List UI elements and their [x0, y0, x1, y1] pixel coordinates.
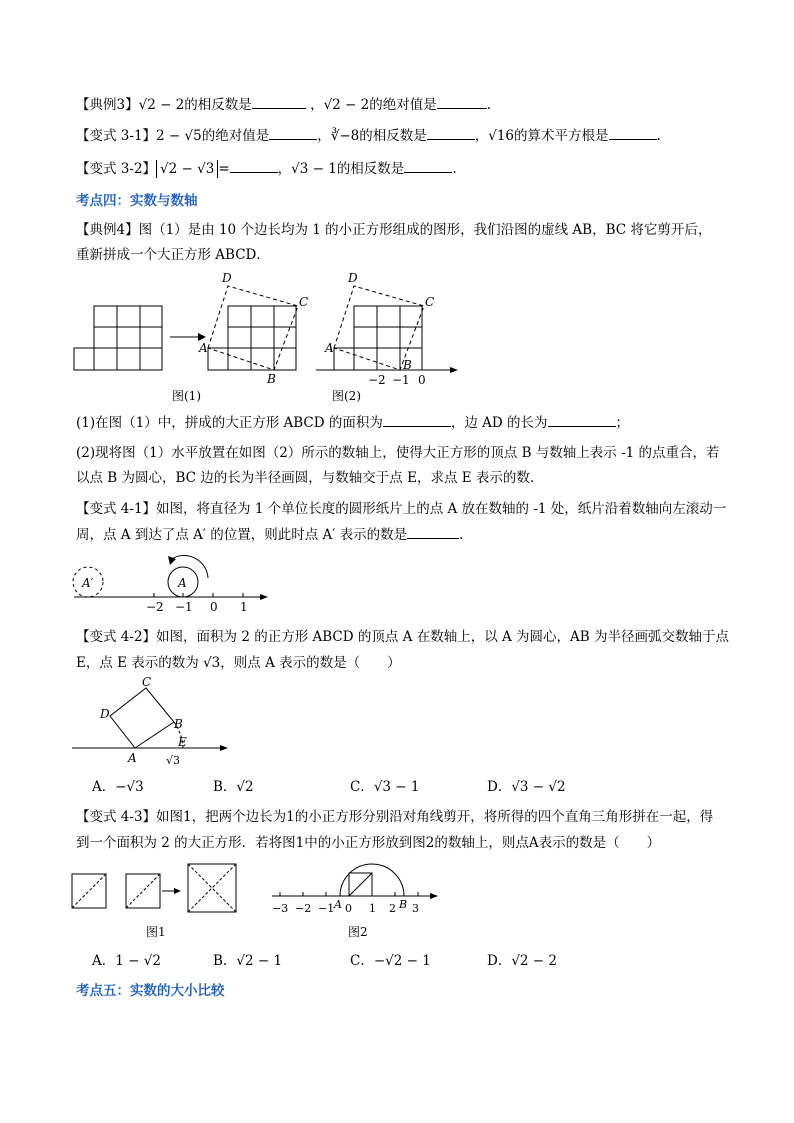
text: 的绝对值是	[201, 128, 270, 144]
arrow-icon	[162, 888, 181, 894]
variant-4-1-line2	[76, 526, 473, 544]
option-a[interactable]: A．−√3	[92, 779, 144, 795]
tick-label: 2	[389, 902, 396, 915]
label-C: C	[299, 295, 309, 309]
fig2-number-axis	[316, 367, 458, 373]
expr-b: ∛−8	[330, 128, 360, 144]
example-4-line2: 重新拼成一个大正方形 ABCD．	[76, 247, 270, 263]
roll-arc	[170, 555, 208, 578]
example-4-q1	[76, 414, 629, 432]
square-abcd	[110, 688, 174, 748]
fig1-cut-grid	[208, 306, 296, 370]
example-4-q2-line1: (2)现将图（1）水平放置在如图（2）所示的数轴上，使得大正方形的顶点 B 与数轴上表示 -1 的点重合，若	[76, 445, 720, 461]
example-4-figure	[70, 266, 460, 408]
tick-label: −2	[368, 373, 386, 387]
fig1-square-abcd	[208, 286, 298, 370]
text: 的相反数是	[336, 161, 405, 177]
tick-label: 0	[345, 902, 352, 915]
fig2-caption: 图2	[348, 925, 368, 939]
option-b[interactable]: B．√2 − 1	[213, 953, 283, 969]
text: ，边 AD 的长为	[450, 415, 548, 431]
fig1-caption: 图(1)	[172, 389, 201, 403]
sep: ，	[317, 128, 331, 144]
text: 周，点 A 到达了点 A′ 的位置，则此时点 A′ 表示的数是	[76, 527, 408, 543]
arrow-icon	[170, 333, 206, 341]
answer-blank[interactable]	[269, 127, 317, 140]
answer-blank[interactable]	[404, 160, 452, 173]
answer-blank[interactable]	[609, 127, 657, 140]
option-b[interactable]: B．√2	[213, 779, 254, 795]
label-B: B	[403, 358, 412, 372]
label-C: C	[142, 676, 152, 689]
expr-b: √2 − 2	[323, 97, 370, 113]
tick-label: −3	[272, 902, 289, 915]
variant-4-3-line1: 【变式 4-3】如图1，把两个边长为1的小正方形分别沿对角线剪开，将所得的四个直角三角形拼在一起，得	[76, 809, 714, 825]
label-B: B	[174, 717, 183, 731]
label-E: E	[178, 735, 187, 749]
label-D: D	[348, 271, 358, 285]
text: (1)在图（1）中，拼成的大正方形 ABCD 的面积为	[76, 415, 383, 431]
tick-label: −1	[392, 373, 410, 387]
tick-label: √3	[166, 754, 181, 767]
section-heading-5: 考点五：实数的大小比较	[76, 983, 225, 999]
label-B: B	[399, 898, 408, 911]
label-A-prime: A′	[82, 576, 94, 590]
end: ；	[615, 415, 630, 431]
expr-a: √2 − √3	[160, 161, 215, 177]
variant-4-2-line1: 【变式 4-2】如图，面积为 2 的正方形 ABCD 的顶点 A 在数轴上，以 A 为圆心，AB 为半径画弧交数轴于点	[76, 629, 729, 645]
tick-label: 1	[369, 902, 376, 915]
label-B: B	[267, 372, 276, 386]
answer-blank[interactable]	[548, 414, 616, 427]
label-A: A	[334, 898, 342, 911]
fig1-caption: 图1	[146, 925, 166, 939]
tick-label: −2	[295, 902, 312, 915]
label-D: D	[222, 271, 232, 285]
expr-b: √3 − 1	[291, 161, 337, 177]
answer-blank[interactable]	[407, 526, 459, 539]
answer-blank[interactable]	[252, 96, 306, 109]
number-axis	[74, 593, 268, 600]
expr-c: √16	[488, 128, 515, 144]
fig1-grid	[74, 306, 162, 370]
variant-4-1-figure	[70, 548, 280, 616]
expr-a: 2 − √5	[156, 128, 202, 144]
variant-4-3-figure	[70, 856, 450, 944]
variant-4-2-figure	[70, 676, 240, 768]
variant-tag: 【变式 3-2】	[76, 161, 157, 177]
answer-blank[interactable]	[230, 160, 278, 173]
tick-label: 3	[412, 902, 419, 915]
tick-label: −2	[146, 600, 164, 614]
example-3	[76, 96, 491, 114]
sep: ，	[310, 97, 324, 113]
label-A: A	[128, 751, 137, 765]
end: .	[656, 128, 661, 144]
option-d[interactable]: D．√2 − 2	[487, 953, 557, 969]
equals: =	[218, 161, 230, 177]
option-c[interactable]: C．√3 − 1	[350, 779, 420, 795]
variant-3-1	[76, 127, 661, 145]
label-D: D	[100, 707, 110, 721]
end: .	[452, 161, 457, 177]
variant-4-3-line2: 到一个面积为 2 的大正方形．若将图1中的小正方形放到图2的数轴上，则点A表示的数是（ ）	[76, 835, 661, 851]
end: .	[486, 97, 492, 113]
fig2-caption: 图(2)	[332, 389, 361, 403]
label-A: A	[325, 341, 334, 355]
tick-label: 0	[210, 600, 218, 614]
label-A: A	[199, 341, 208, 355]
example-3-tag: 【典例3】	[76, 97, 139, 113]
text: 的相反数是	[359, 128, 427, 144]
option-d[interactable]: D．√3 − √2	[487, 779, 566, 795]
variant-tag: 【变式 3-1】	[76, 128, 157, 144]
variant-4-2-line2: E，点 E 表示的数为 √3，则点 A 表示的数是（ ）	[76, 655, 401, 671]
label-A: A	[178, 576, 187, 590]
example-4-line1: 【典例4】图（1）是由 10 个边长均为 1 的小正方形组成的图形，我们沿图的虚线 AB，BC 将它剪开后，	[76, 222, 712, 238]
example-4-q2-line2: 以点 B 为圆心，BC 边的长为半径画圆，与数轴交于点 E，求点 E 表示的数．	[76, 470, 544, 486]
answer-blank[interactable]	[427, 127, 475, 140]
option-a[interactable]: A．1 − √2	[92, 953, 161, 969]
tick-label: 0	[418, 373, 426, 387]
sep: ，	[277, 161, 292, 177]
variant-4-1-line1: 【变式 4-1】如图，将直径为 1 个单位长度的圆形纸片上的点 A 放在数轴的 -1 处，纸片沿着数轴向左滚动一	[76, 501, 727, 517]
tick-label: 1	[240, 600, 248, 614]
answer-blank[interactable]	[383, 414, 451, 427]
text: 的算术平方根是	[514, 128, 609, 144]
sep: ，	[474, 128, 489, 144]
label-C: C	[425, 295, 435, 309]
end: ．	[459, 527, 473, 543]
answer-blank[interactable]	[437, 96, 487, 109]
tick-label: −1	[318, 902, 335, 915]
expr-a: √2 − 2	[138, 97, 185, 113]
text: 的相反数是	[184, 97, 252, 113]
variant-3-2	[76, 160, 457, 178]
section-heading-4: 考点四：实数与数轴	[76, 193, 198, 209]
number-axis	[72, 745, 228, 751]
abs-expr	[156, 160, 218, 178]
option-c[interactable]: C．−√2 − 1	[350, 953, 431, 969]
tick-label: −1	[175, 600, 193, 614]
text: 的绝对值是	[369, 97, 437, 113]
